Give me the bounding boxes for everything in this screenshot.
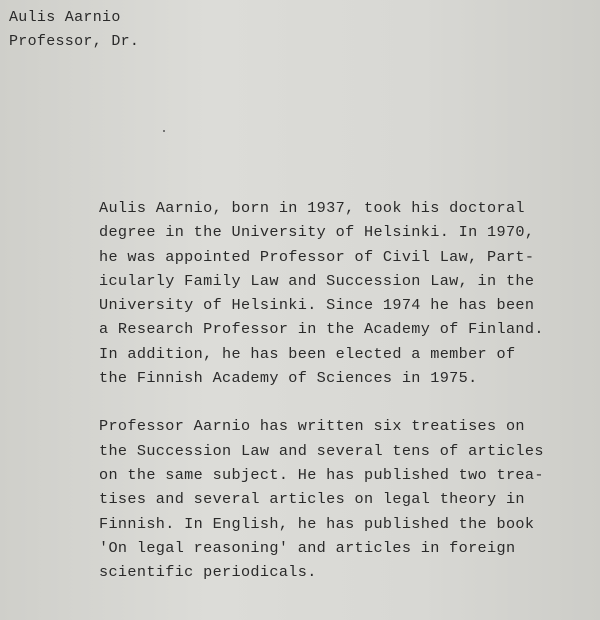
text-line: Professor Aarnio has written six treatises on — [99, 417, 525, 436]
author-header — [9, 6, 139, 54]
text-line: Finnish. In English, he has published the book — [99, 514, 535, 533]
author-name: Aulis Aarnio — [9, 9, 121, 26]
text-line: the Succession Law and several tens of articles — [99, 441, 544, 460]
text-line: degree in the University of Helsinki. In 1970, — [99, 223, 535, 242]
text-line: he was appointed Professor of Civil Law, Part- — [99, 247, 535, 266]
text-line: scientific periodicals. — [99, 563, 317, 582]
biography-paragraph-1 — [99, 196, 594, 390]
text-line: a Research Professor in the Academy of Finland. — [99, 320, 544, 339]
biography-paragraph-2 — [99, 414, 594, 584]
author-title: Professor, Dr. — [9, 33, 140, 50]
text-line: on the same subject. He has published two trea- — [99, 465, 544, 484]
text-line: tises and several articles on legal theory in — [99, 490, 525, 509]
text-line: University of Helsinki. Since 1974 he has been — [99, 296, 535, 315]
text-line: Aulis Aarnio, born in 1937, took his doctoral — [99, 199, 525, 217]
biography-text — [99, 196, 594, 584]
text-line: 'On legal reasoning' and articles in foreign — [99, 538, 516, 557]
stray-mark — [163, 130, 165, 132]
text-line: In addition, he has been elected a member of — [99, 344, 516, 363]
text-line: icularly Family Law and Succession Law, in the — [99, 271, 535, 290]
text-line: the Finnish Academy of Sciences in 1975. — [99, 369, 478, 388]
